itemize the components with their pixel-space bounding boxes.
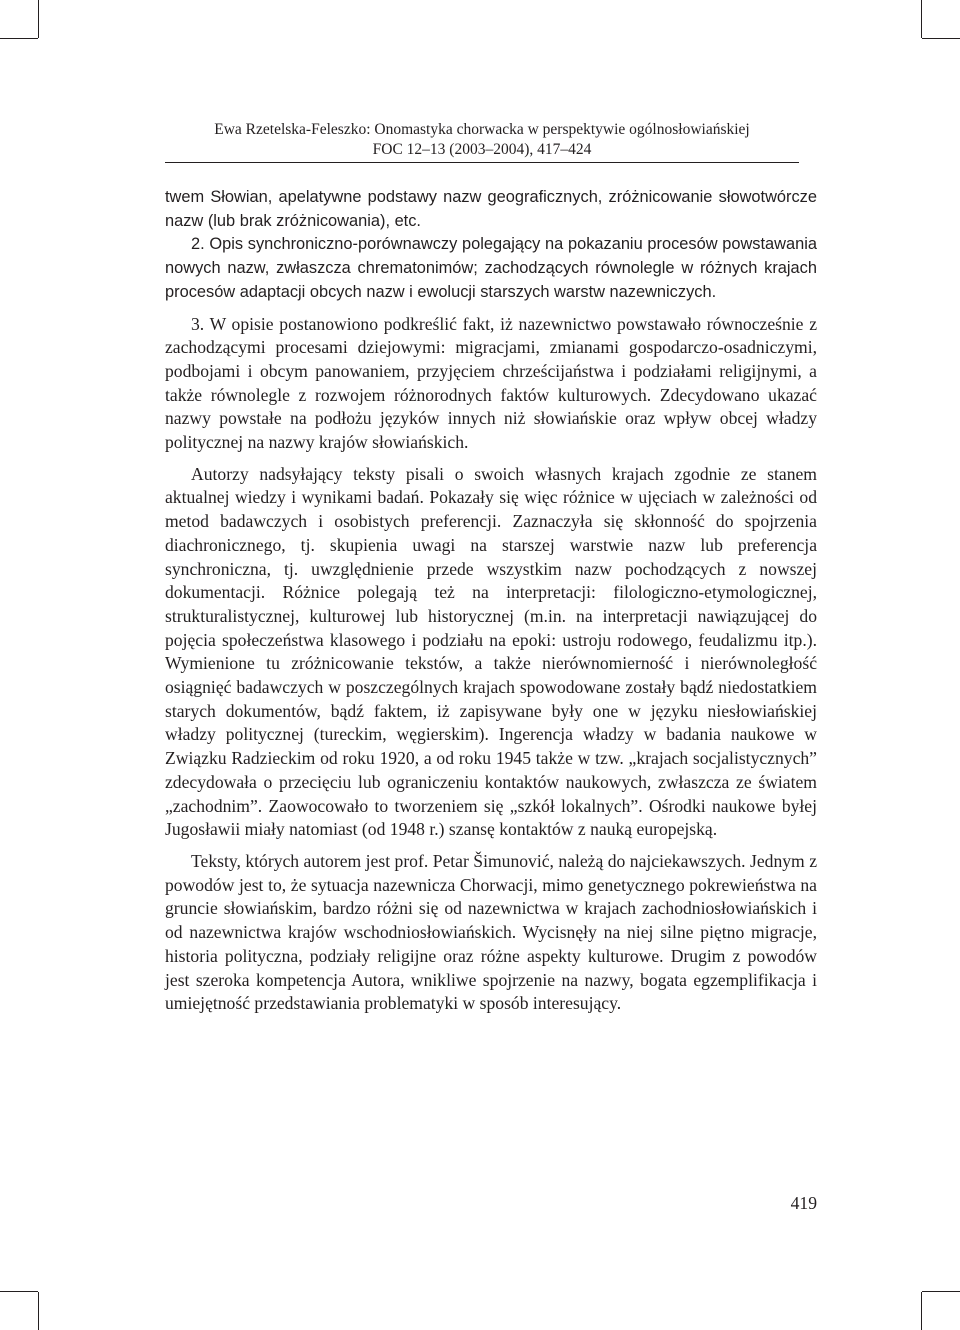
crop-mark-bottom-right xyxy=(921,1292,922,1330)
running-header-title: Ewa Rzetelska-Feleszko: Onomastyka chorwacka w perspektywie ogólnosłowiańskiej xyxy=(214,121,750,138)
paragraph-continuation: twem Słowian, apelatywne podstawy nazw geograficznych, zróżnicowanie słowotwórcze nazw (lub brak zróżnicowania), etc. xyxy=(165,188,817,230)
crop-mark-right-top xyxy=(922,38,960,39)
body-text xyxy=(165,186,817,1016)
paragraph-point-3: 3. W opisie postanowiono podkreślić fakt, iż nazewnictwo powstawało równocześnie z zachodzącymi procesami dziejowymi: migracjami, zmianami gospodarczo-osadniczymi, podbojami i obcym panowaniem, przyjęciem chrześcijaństwa i podziałami religijnymi, a także równolegle z rozwojem różnorodnych faktów kulturowych. Zdecydowano ukazać nazwy powstałe na podłożu języków innych niż słowiańskie oraz wpływ obcej władzy politycznej na nazwy krajów słowiańskich. xyxy=(165,313,817,453)
paragraph-authors: Autorzy nadsyłający teksty pisali o swoich własnych krajach zgodnie ze stanem aktualnej wiedzy i wynikami badań. Pokazały się więc różnice w ujęciach w zależności od metod badawczych i osobistych preferencji. Zaznaczyła się skłonność do spojrzenia diachronicznego, tj. skupienia uwagi na starszej warstwie nazw lub preferencja synchroniczna, tj. uwzględnienie przede wszystkim nazw pochodzących z nowszej dokumentacji. Różnice polegają też na interpretacji: filologiczno-etymologicznej, strukturalistycznej, kulturowej lub historycznej (m.in. na interpretacji nawiązującej do pojęcia społeczeństwa klasowego i podziału na epoki: ustroju rodowego, feudalizmu itp.). Wymienione tu zróżnicowanie tekstów, a także nierównomierność i nierównoległość osiągnięć badawczych w poszczególnych krajach spowodowane zostały bądź niedostatkiem starych dokumentów, bądź faktem, iż zapisywane były one w języku niesłowiańskiej władzy politycznej (tureckim, węgierskim). Ingerencja władzy w badania naukowe w Związku Radzieckim od roku 1920, a od roku 1945 także w tzw. „krajach socjalistycznych” zdecydowała o przecięciu lub ograniczeniu kontaktów naukowych, zwłaszcza ze światem „zachodnim”. Zaowocowało to tworzeniem się „szkół lokalnych”. Ośrodki naukowe byłej Jugosławii miały natomiast (od 1948 r.) szansę kontaktów z nauką europejską. xyxy=(165,463,817,840)
crop-mark-bottom-left xyxy=(38,1292,39,1330)
crop-mark-left-bottom xyxy=(0,1291,38,1292)
page-number: 419 xyxy=(790,1193,817,1213)
paragraph-point-2: 2. Opis synchroniczno-porównawczy polegający na pokazaniu procesów powstawania nowych nazw, zwłaszcza chrematonimów; zachodzących równolegle w różnych krajach procesów adaptacji obcych nazw i ewolucji starszych warstw nazewniczych. xyxy=(165,235,817,301)
header-rule xyxy=(165,162,799,163)
running-header-citation: FOC 12–13 (2003–2004), 417–424 xyxy=(372,141,592,158)
paragraph-simunovic: Teksty, których autorem jest prof. Petar Šimunović, należą do najciekawszych. Jednym z powodów jest to, że sytuacja nazewnicza Chorwacji, mimo genetycznego pokrewieństwa na gruncie słowiańskim, bardzo różni się od nazewnictwa w krajach zachodniosłowiańskich i od nazewnictwa krajów wschodniosłowiańskich. Wycisnęły na niej silne piętno migracje, historia polityczna, podziały religijne oraz różne aspekty kulturowe. Drugim z powodów jest szeroka kompetencja Autora, wnikliwe spojrzenie na nazwy, bogata egzemplifikacja i umiejętność przedstawiania problematyki w sposób interesujący. xyxy=(165,850,817,1014)
running-header xyxy=(165,120,799,160)
crop-mark-left-top xyxy=(0,38,38,39)
crop-mark-top-left xyxy=(38,0,39,38)
crop-mark-top-right xyxy=(921,0,922,38)
crop-mark-right-bottom xyxy=(922,1291,960,1292)
